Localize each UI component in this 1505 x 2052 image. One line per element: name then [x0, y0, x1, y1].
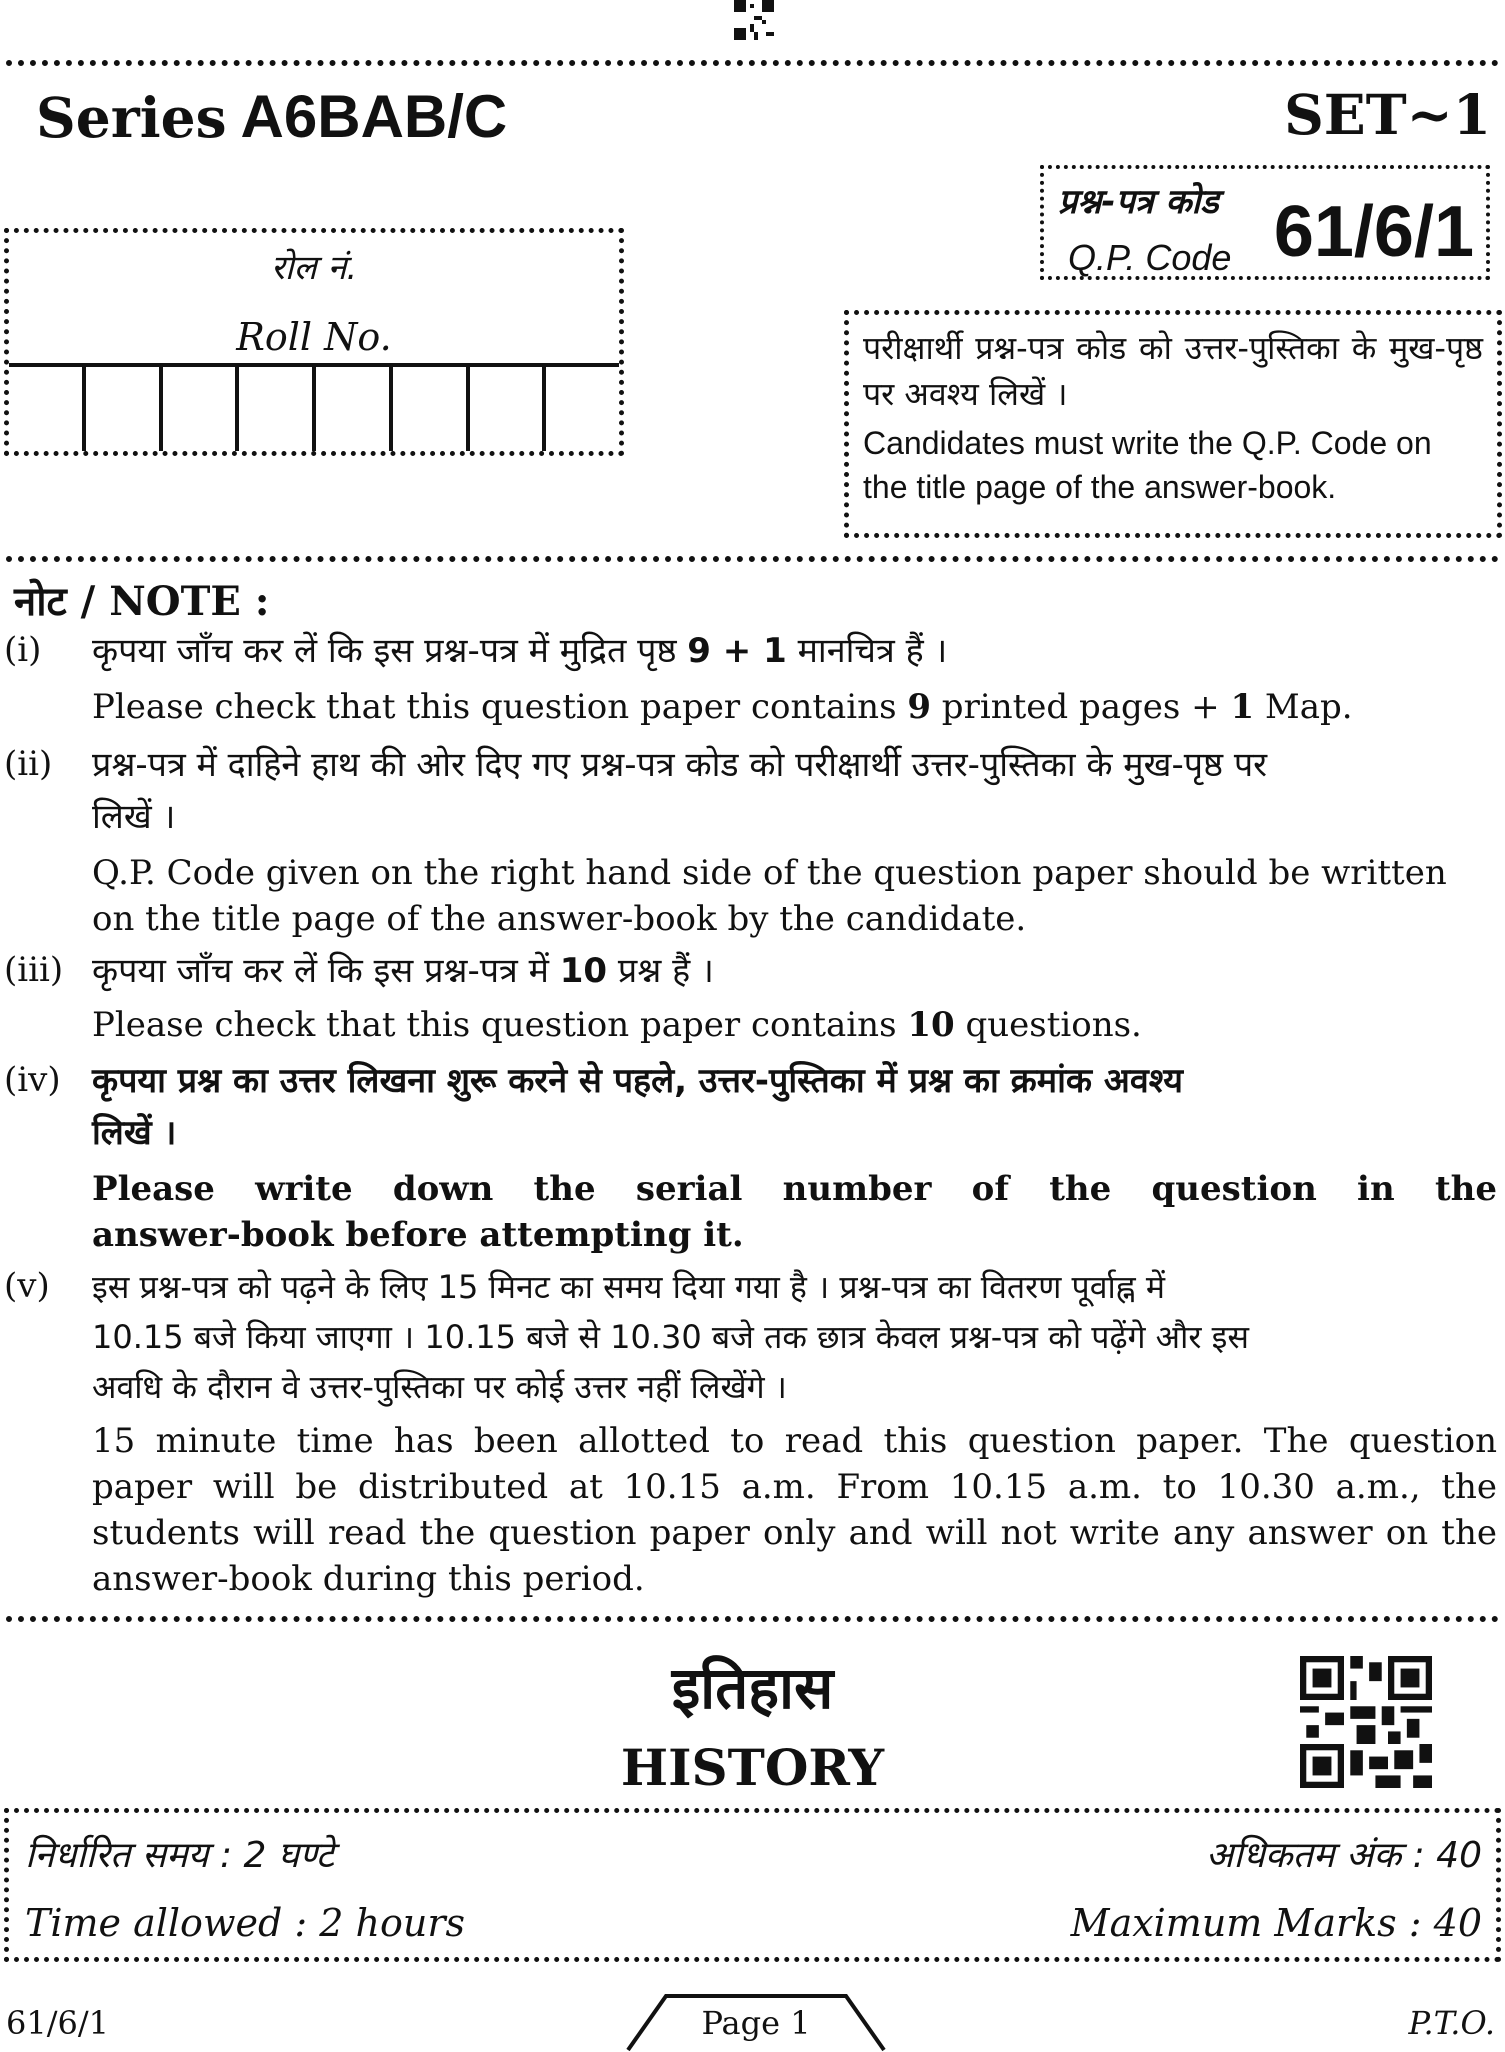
text-run: Please check that this question paper contains	[92, 1005, 908, 1045]
note-bottom-divider	[6, 1616, 1499, 1622]
roll-cell[interactable]	[542, 367, 619, 451]
note-heading-english: NOTE :	[109, 578, 270, 625]
note-item-english: Q.P. Code given on the right hand side of the question paper should be written	[92, 853, 1447, 893]
text-run: printed pages +	[931, 687, 1231, 727]
note-item-english	[92, 684, 1497, 730]
note-item-hindi: इस प्रश्न-पत्र को पढ़ने के लिए 15 मिनट का समय दिया गया है । प्रश्न-पत्र का वितरण पूर्वाह्न में	[92, 1268, 1165, 1306]
text-run: मानचित्र हैं ।	[786, 631, 948, 671]
text-run: कृपया जाँच कर लें कि इस प्रश्न-पत्र में	[92, 951, 560, 991]
text-run: कृपया जाँच कर लें कि इस प्रश्न-पत्र में मुद्रित पृष्ठ	[92, 631, 688, 671]
roll-cell[interactable]	[9, 367, 82, 451]
note-item-hindi: प्रश्न-पत्र में दाहिने हाथ की ओर दिए गए प्रश्न-पत्र कोड को परीक्षार्थी उत्तर-पुस्तिका के मुख-पृष्ठ पर	[92, 745, 1268, 785]
note-heading-sep: /	[66, 578, 110, 625]
footer-qp-code: 61/6/1	[6, 2004, 109, 2042]
candidate-notice-box	[844, 310, 1502, 538]
note-item-english	[92, 1002, 1497, 1048]
roll-cell[interactable]	[389, 367, 466, 451]
candidate-notice-english	[863, 421, 1483, 509]
qp-code-label: Q.P. Code	[1068, 237, 1232, 278]
top-divider	[6, 60, 1499, 66]
qp-code-box	[1040, 165, 1490, 280]
series-code: A6BAB/C	[240, 83, 508, 150]
text-run-bold: 10	[559, 951, 608, 991]
note-item-english: answer-book during this period.	[92, 1559, 645, 1599]
note-item-number: (i)	[4, 630, 42, 670]
note-heading-hindi: नोट	[14, 579, 67, 625]
candidate-notice-line: Candidates must write the Q.P. Code on	[863, 425, 1432, 461]
text-run-bold: 9 + 1	[687, 631, 787, 671]
note-item-hindi: लिखें ।	[92, 1113, 177, 1153]
roll-cell[interactable]	[466, 367, 543, 451]
roll-number-box	[4, 228, 624, 456]
roll-no-label: Roll No.	[236, 315, 392, 359]
time-allowed-hindi: निर्धारित समय : 2 घण्टे	[25, 1835, 335, 1876]
page-number: Page 1	[701, 2004, 811, 2042]
text-run-bold: 10	[907, 1005, 955, 1045]
roll-cell[interactable]	[82, 367, 159, 451]
time-marks-box	[4, 1808, 1501, 1962]
note-item-english: 15 minute time has been allotted to read this question paper. The question	[92, 1421, 1497, 1461]
note-item-english: on the title page of the answer-book by the candidate.	[92, 899, 1027, 939]
set-label: SET~1	[1284, 82, 1491, 147]
max-marks-hindi: अधिकतम अंक : 40	[1205, 1835, 1482, 1876]
note-item-hindi	[92, 626, 1497, 676]
candidate-notice-line: the title page of the answer-book.	[863, 469, 1337, 505]
text-run: Map.	[1254, 687, 1353, 727]
note-item-number: (iv)	[4, 1060, 61, 1100]
candidate-notice-hindi: परीक्षार्थी प्रश्न-पत्र कोड को उत्तर-पुस्तिका के मुख-पृष्ठ पर अवश्य लिखें ।	[863, 329, 1483, 413]
note-item-english: Please write down the serial number of the question in the	[92, 1169, 1497, 1209]
subject-title-hindi: इतिहास	[671, 1654, 834, 1722]
note-item-hindi: लिखें ।	[92, 797, 176, 837]
max-marks: Maximum Marks : 40	[1070, 1901, 1482, 1945]
note-heading	[14, 572, 270, 627]
note-top-divider	[6, 556, 1499, 562]
time-allowed: Time allowed : 2 hours	[25, 1901, 465, 1945]
note-item-hindi: कृपया प्रश्न का उत्तर लिखना शुरू करने से पहले, उत्तर-पुस्तिका में प्रश्न का क्रमांक अवश्य	[92, 1061, 1183, 1101]
qr-code-icon	[1300, 1656, 1432, 1788]
footer-pto: P.T.O.	[1408, 2004, 1495, 2042]
note-item-hindi	[92, 946, 1497, 996]
note-item-number: (v)	[4, 1266, 50, 1306]
qp-code-value: 61/6/1	[1273, 192, 1474, 272]
roll-cell[interactable]	[159, 367, 236, 451]
note-item-number: (iii)	[4, 950, 64, 990]
qp-code-hindi-label: प्रश्न-पत्र कोड	[1058, 182, 1219, 222]
note-item-hindi: 10.15 बजे किया जाएगा । 10.15 बजे से 10.30 बजे तक छात्र केवल प्रश्न-पत्र को पढ़ेंगे और इस	[92, 1318, 1250, 1356]
note-item-hindi: अवधि के दौरान वे उत्तर-पुस्तिका पर कोई उत्तर नहीं लिखेंगे ।	[92, 1368, 787, 1406]
text-run: प्रश्न हैं ।	[607, 951, 714, 991]
note-item-english: students will read the question paper only and will not write any answer on the	[92, 1513, 1497, 1553]
subject-title: HISTORY	[620, 1738, 885, 1797]
page-number-tab	[626, 1992, 886, 2052]
text-run-bold: 9	[907, 687, 931, 727]
series-label: Series	[36, 85, 227, 150]
roll-cell[interactable]	[312, 367, 389, 451]
roll-number-cells[interactable]	[9, 363, 619, 451]
series-heading	[36, 82, 507, 151]
text-run: Please check that this question paper contains	[92, 687, 908, 727]
note-item-number: (ii)	[4, 744, 53, 784]
roll-no-hindi-label: रोल नं.	[270, 248, 358, 288]
text-run-bold: 1	[1230, 687, 1255, 727]
qr-code-small-icon	[734, 0, 774, 40]
note-item-english: paper will be distributed at 10.15 a.m. From 10.15 a.m. to 10.30 a.m., the	[92, 1467, 1497, 1507]
roll-cell[interactable]	[235, 367, 312, 451]
note-item-english: answer-book before attempting it.	[92, 1215, 744, 1255]
text-run: questions.	[954, 1005, 1142, 1045]
